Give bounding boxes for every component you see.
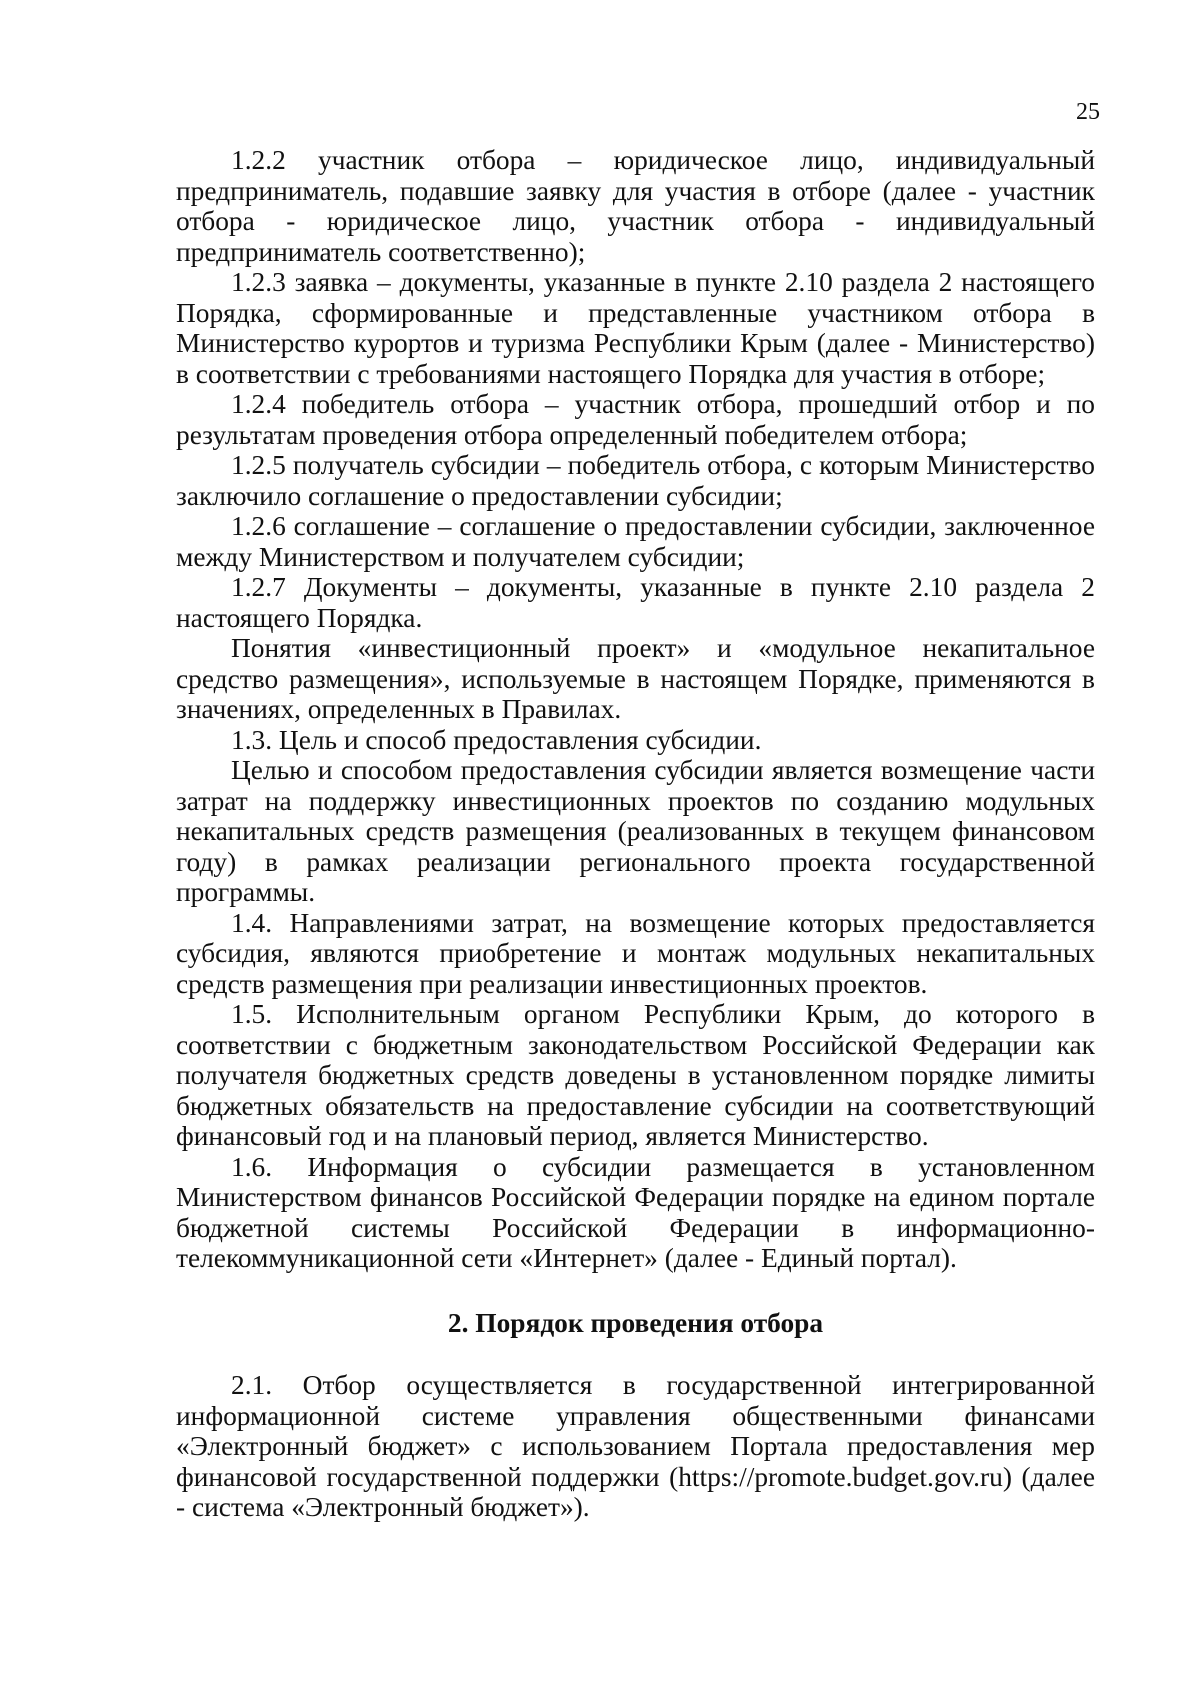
paragraph-1-2-5: 1.2.5 получатель субсидии – победитель отбора, с которым Министерство заключило соглашение о предоставлении субсидии; (176, 450, 1095, 511)
paragraph-1-4: 1.4. Направлениями затрат, на возмещение которых предоставляется субсидия, являются приобретение и монтаж модульных некапитальных средств размещения при реализации инвестиционных проектов. (176, 907, 1095, 999)
paragraph-concepts: Понятия «инвестиционный проект» и «модульное некапитальное средство размещения», используемые в настоящем Порядке, применяются в значениях, определенных в Правилах. (176, 633, 1095, 724)
paragraph-1-2-2: 1.2.2 участник отбора – юридическое лицо, индивидуальный предприниматель, подавшие заявку для участия в отборе (далее - участник отбора - юридическое лицо, участник отбора - индивидуальный предприниматель соответственно); (176, 145, 1095, 267)
paragraph-2-1: 2.1. Отбор осуществляется в государственной интегрированной информационной системе управления общественными финансами «Электронный бюджет» с использованием Портала предоставления мер финансовой государственной поддержки (https://promote.budget.gov.ru) (далее - система «Электронный бюджет»). (176, 1370, 1095, 1522)
page-number: 25 (1076, 99, 1100, 125)
section-heading: 2. Порядок проведения отбора (447, 1307, 824, 1338)
paragraph-1-2-4: 1.2.4 победитель отбора – участник отбора, прошедший отбор и по результатам проведения отбора определенный победителем отбора; (176, 389, 1095, 450)
paragraph-1-6: 1.6. Информация о субсидии размещается в установленном Министерством финансов Российской Федерации порядке на едином портале бюджетной системы Российской Федерации в информационно-телекоммуникационной сети «Интернет» (далее - Единый портал). (176, 1151, 1095, 1273)
paragraph-1-2-6: 1.2.6 соглашение – соглашение о предоставлении субсидии, заключенное между Министерством и получателем субсидии; (176, 511, 1095, 572)
paragraph-1-2-3: 1.2.3 заявка – документы, указанные в пункте 2.10 раздела 2 настоящего Порядка, сформированные и представленные участником отбора в Министерство курортов и туризма Республики Крым (далее - Министерство) в соответствии с требованиями настоящего Порядка для участия в отборе; (176, 267, 1095, 389)
document-body (176, 145, 1095, 1523)
paragraph-1-3: 1.3. Цель и способ предоставления субсидии. (231, 724, 762, 755)
paragraph-purpose: Целью и способом предоставления субсидии является возмещение части затрат на поддержку инвестиционных проектов по созданию модульных некапитальных средств размещения (реализованных в текущем финансовом году) в рамках реализации регионального проекта государственной программы. (176, 755, 1095, 907)
paragraph-1-2-7: 1.2.7 Документы – документы, указанные в пункте 2.10 раздела 2 настоящего Порядка. (176, 572, 1095, 633)
paragraph-1-5: 1.5. Исполнительным органом Республики Крым, до которого в соответствии с бюджетным законодательством Российской Федерации как получателя бюджетных средств доведены в установленном порядке лимиты бюджетных обязательств на предоставление субсидии на соответствующий финансовый год и на плановый период, является Министерство. (176, 999, 1095, 1151)
